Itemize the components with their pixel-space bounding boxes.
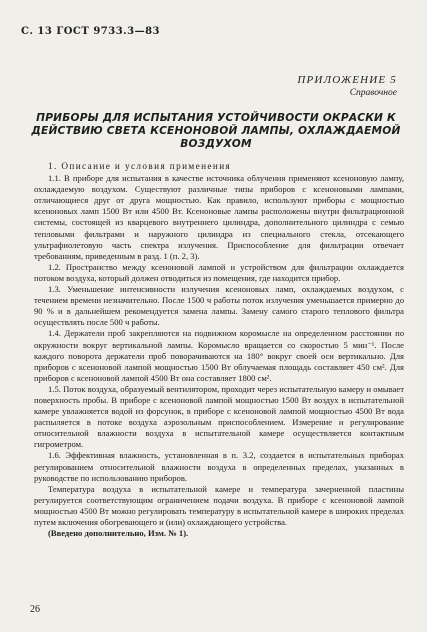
- appendix-label: [297, 74, 397, 98]
- running-head: С. 13 ГОСТ 9733.3—83: [21, 26, 161, 37]
- paragraph-1-5: 1.5. Поток воздуха, образуемый вентилятором, проходит через испытательную камеру и омывает поверхность пробы. В приборе с ксеноновой лампой мощностью 1500 Вт воздух в испытательной камере увлажняется водой из форсунок, в приборе с ксеноновой лампой мощностью 4500 Вт вода распыляется в потоке воздуха аэрозольным приспособлением. Измерение и регулирование относительной влажности воздуха в испытательной камере осуществляется контактным гигрометром.: [34, 383, 404, 450]
- paragraph-1-6: 1.6. Эффективная влажность, установленная в п. 3.2, создается в испытательных приборах регулированием относительной влажности воздуха в определенных пределах, указанных в руководстве по использованию приборов.: [34, 450, 404, 483]
- page-number: 26: [30, 604, 40, 615]
- appendix-subtitle: Справочное: [349, 88, 397, 98]
- appendix-title: ПРИЛОЖЕНИЕ 5: [297, 74, 397, 86]
- amendment-note: (Введено дополнительно, Изм. № 1).: [48, 528, 189, 539]
- document-heading: ПРИБОРЫ ДЛЯ ИСПЫТАНИЯ УСТОЙЧИВОСТИ ОКРАСКИ К ДЕЙСТВИЮ СВЕТА КСЕНОНОВОЙ ЛАМПЫ, ОХЛАЖДАЕМОЙ ВОЗДУХОМ: [31, 112, 401, 150]
- document-body: [34, 161, 404, 539]
- paragraph-1-1: 1.1. В приборе для испытания в качестве источника облучения применяют ксеноновую лампу, охлаждаемую воздухом. Существуют различные типы приборов с ксеноновыми лампами, отличающиеся друг от друга мощностью. Как правило, используют приборы с мощностью ксеноновых ламп 1500 Вт или 4500 Вт. Ксеноновые лампы расположены внутри фильтрационной системы, состоящей из кварцевого внутреннего цилиндра, дополнительного цилиндра с семью тепловыми фильтрами и наружного цилиндра из специального стекла, отсекающего ультрафиолетовую часть спектра излучения. Приспособление для фильтрации отвечает требованиям, приведенным в разд. 1 (п. 2, 3).: [34, 173, 404, 261]
- section-title: 1. Описание и условия применения: [48, 161, 232, 171]
- paragraph-1-4: 1.4. Держатели проб закрепляются на подвижном коромысле на определенном расстоянии по окружности вокруг вертикальной лампы. Коромысло вращается со скоростью 5 мин⁻¹. После каждого поворота держатели проб поворачиваются на 180° вокруг своей оси вертикально. Для приборов с ксеноновой лампой мощностью 1500 Вт облучаемая площадь составляет 450 см². Для приборов с ксеноновой лампой 4500 Вт она составляет 1800 см².: [34, 328, 404, 383]
- paragraph-temperature: Температура воздуха в испытательной камере и температура зачерненной пластины регулируется соответствующим ограничением подачи воздуха. В приборе с ксеноновой лампой мощностью 4500 Вт можно регулировать температуру в испытательной камере в широких пределах путем включения обогревающего и (или) охлаждающего устройства.: [34, 483, 404, 527]
- paragraph-1-2: 1.2. Пространство между ксеноновой лампой и устройством для фильтрации охлаждается потоком воздуха, который должен отводиться из помещения, где находится прибор.: [34, 261, 404, 283]
- paragraph-1-3: 1.3. Уменьшение интенсивности излучения ксеноновых ламп, охлаждаемых воздухом, с течением времени незначительно. После 1500 ч работы поток излучения уменьшается примерно до 90 % и в дальнейшем рекомендуется замена лампы. Замену самого старого теплового фильтра осуществлять после 500 ч работы.: [34, 284, 404, 328]
